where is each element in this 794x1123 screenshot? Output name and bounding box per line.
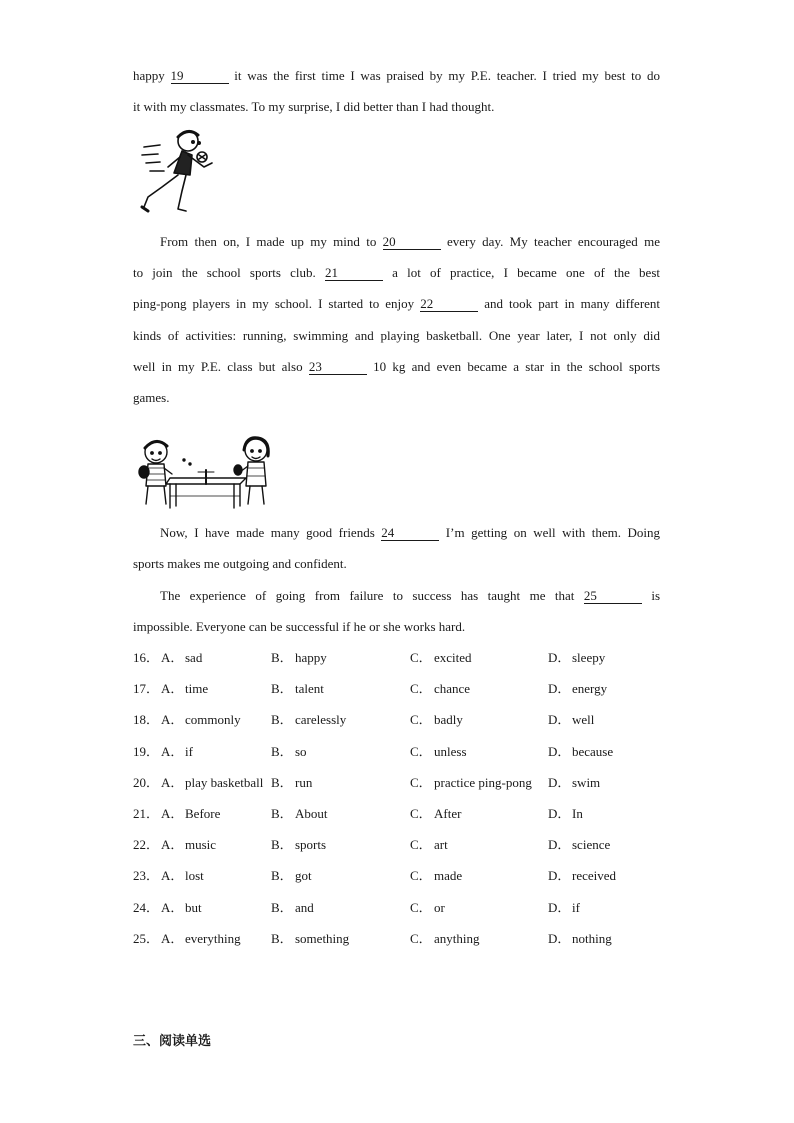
option-b[interactable]	[271, 775, 312, 791]
passage-text: it was the first time I was praised by my P.E. teacher. I tried my best to do	[234, 68, 661, 83]
option-text: lost	[185, 868, 204, 883]
option-a[interactable]	[161, 837, 216, 853]
option-letter: A．	[161, 650, 184, 665]
option-a[interactable]	[161, 744, 193, 760]
passage-text: and took part in many different	[484, 296, 661, 311]
option-a[interactable]	[161, 712, 241, 728]
option-text: energy	[572, 681, 608, 696]
option-letter: D．	[548, 681, 571, 696]
option-letter: B．	[271, 931, 293, 946]
question-row	[133, 775, 653, 791]
answer-blank-23: 23	[309, 360, 367, 375]
option-b[interactable]	[271, 806, 328, 822]
option-c[interactable]	[410, 650, 472, 666]
option-b[interactable]	[271, 650, 327, 666]
option-text: anything	[434, 931, 480, 946]
question-row	[133, 650, 653, 666]
option-c[interactable]	[410, 837, 448, 853]
passage-text: From then on, I made up my mind to	[160, 234, 377, 249]
option-letter: C．	[410, 775, 432, 790]
passage-text: every day. My teacher encouraged me	[446, 234, 661, 249]
option-text: and	[295, 900, 314, 915]
option-text: practice ping-pong	[434, 775, 532, 790]
option-b[interactable]	[271, 744, 307, 760]
passage-line: it with my classmates. To my surprise, I did better than I had thought.	[133, 99, 495, 114]
option-letter: B．	[271, 868, 293, 883]
option-b[interactable]	[271, 712, 346, 728]
option-c[interactable]	[410, 868, 462, 884]
option-letter: A．	[161, 931, 184, 946]
option-b[interactable]	[271, 900, 314, 916]
option-letter: D．	[548, 712, 571, 727]
option-letter: C．	[410, 806, 432, 821]
option-text: play basketball	[185, 775, 264, 790]
option-a[interactable]	[161, 650, 202, 666]
passage-line	[133, 359, 660, 375]
question-row	[133, 931, 653, 947]
option-text: or	[434, 900, 445, 915]
passage-text: is	[651, 588, 660, 603]
option-letter: B．	[271, 837, 293, 852]
option-text: made	[434, 868, 463, 883]
option-text: In	[572, 806, 583, 821]
option-letter: D．	[548, 837, 571, 852]
option-letter: C．	[410, 712, 432, 727]
option-letter: A．	[161, 681, 184, 696]
option-letter: C．	[410, 900, 432, 915]
option-a[interactable]	[161, 806, 220, 822]
option-text: because	[572, 744, 614, 759]
question-number: 18．	[133, 712, 160, 727]
option-letter: B．	[271, 681, 293, 696]
passage-line: sports makes me outgoing and confident.	[133, 556, 347, 571]
option-letter: B．	[271, 712, 293, 727]
option-text: so	[295, 744, 307, 759]
passage-text: I’m getting on well with them. Doing	[445, 525, 660, 540]
option-text: About	[295, 806, 328, 821]
option-b[interactable]	[271, 868, 312, 884]
option-c[interactable]	[410, 806, 461, 822]
option-a[interactable]	[161, 775, 263, 791]
passage-line	[133, 68, 660, 84]
option-b[interactable]	[271, 681, 324, 697]
option-letter: B．	[271, 806, 293, 821]
question-number: 23．	[133, 868, 160, 883]
option-text: sad	[185, 650, 203, 665]
option-text: sleepy	[572, 650, 606, 665]
passage-text: Now, I have made many good friends	[160, 525, 375, 540]
option-letter: A．	[161, 712, 184, 727]
option-text: got	[295, 868, 312, 883]
option-d[interactable]	[548, 931, 612, 947]
passage-text: well in my P.E. class but also	[133, 359, 303, 374]
option-text: nothing	[572, 931, 612, 946]
option-b[interactable]	[271, 837, 326, 853]
passage-line	[133, 588, 660, 604]
passage-line	[133, 265, 660, 281]
passage-line	[133, 234, 660, 250]
passage-text: ping-pong players in my school. I started to enjoy	[133, 296, 415, 311]
option-d[interactable]	[548, 681, 607, 697]
option-letter: A．	[161, 775, 184, 790]
running-boy-illustration	[138, 127, 222, 215]
question-number: 24．	[133, 900, 160, 915]
question-row	[133, 806, 653, 822]
answer-blank-24: 24	[381, 526, 439, 541]
passage-text: The experience of going from failure to success has taught me that	[160, 588, 575, 603]
option-letter: A．	[161, 900, 184, 915]
option-text: something	[295, 931, 350, 946]
option-letter: A．	[161, 744, 184, 759]
option-d[interactable]	[548, 868, 616, 884]
question-row	[133, 868, 653, 884]
option-a[interactable]	[161, 681, 208, 697]
option-text: everything	[185, 931, 241, 946]
option-text: if	[185, 744, 193, 759]
option-text: carelessly	[295, 712, 347, 727]
option-text: well	[572, 712, 595, 727]
option-c[interactable]	[410, 900, 445, 916]
option-b[interactable]	[271, 931, 349, 947]
option-text: happy	[295, 650, 327, 665]
option-a[interactable]	[161, 900, 202, 916]
option-a[interactable]	[161, 931, 241, 947]
option-text: swim	[572, 775, 601, 790]
passage-text: a lot of practice, I became one of the best	[392, 265, 660, 280]
answer-blank-20: 20	[383, 235, 441, 250]
passage-line: kinds of activities: running, swimming and playing basketball. One year later, I not only did	[133, 328, 660, 343]
question-row	[133, 837, 653, 853]
option-letter: B．	[271, 650, 293, 665]
option-d[interactable]	[548, 775, 600, 791]
option-d[interactable]	[548, 837, 610, 853]
answer-blank-19: 19	[171, 69, 229, 84]
passage-line	[133, 296, 660, 312]
answer-blank-21: 21	[325, 266, 383, 281]
option-letter: D．	[548, 931, 571, 946]
option-d[interactable]	[548, 650, 605, 666]
option-letter: D．	[548, 806, 571, 821]
passage-line: games.	[133, 390, 170, 405]
option-text: excited	[434, 650, 472, 665]
passage-line: impossible. Everyone can be successful if he or she works hard.	[133, 619, 466, 634]
option-text: unless	[434, 744, 467, 759]
option-text: chance	[434, 681, 471, 696]
option-letter: C．	[410, 931, 432, 946]
option-c[interactable]	[410, 931, 480, 947]
option-text: After	[434, 806, 462, 821]
option-text: if	[572, 900, 580, 915]
option-text: talent	[295, 681, 324, 696]
passage-text: to join the school sports club.	[133, 265, 316, 280]
section-heading: 三、阅读单选	[133, 1034, 212, 1049]
option-letter: B．	[271, 900, 293, 915]
option-letter: A．	[161, 868, 184, 883]
question-number: 20．	[133, 775, 160, 790]
option-c[interactable]	[410, 681, 470, 697]
question-row	[133, 681, 653, 697]
option-d[interactable]	[548, 806, 583, 822]
option-a[interactable]	[161, 868, 204, 884]
option-text: received	[572, 868, 617, 883]
option-letter: A．	[161, 806, 184, 821]
passage-text: happy	[133, 68, 165, 83]
option-text: sports	[295, 837, 327, 852]
option-c[interactable]	[410, 775, 532, 791]
option-letter: C．	[410, 837, 432, 852]
option-letter: D．	[548, 744, 571, 759]
option-letter: C．	[410, 868, 432, 883]
passage-line	[133, 525, 660, 541]
question-number: 16．	[133, 650, 160, 665]
option-c[interactable]	[410, 712, 463, 728]
option-letter: C．	[410, 681, 432, 696]
question-row	[133, 900, 653, 916]
option-text: music	[185, 837, 217, 852]
option-text: commonly	[185, 712, 241, 727]
option-d[interactable]	[548, 712, 594, 728]
question-number: 25．	[133, 931, 160, 946]
ping-pong-players-illustration	[136, 434, 276, 512]
option-letter: D．	[548, 868, 571, 883]
answer-blank-22: 22	[420, 297, 478, 312]
question-number: 22．	[133, 837, 160, 852]
option-letter: C．	[410, 650, 432, 665]
answer-blank-25: 25	[584, 589, 642, 604]
option-text: Before	[185, 806, 221, 821]
passage-text: 10 kg and even became a star in the school sports	[373, 359, 661, 374]
option-letter: C．	[410, 744, 432, 759]
option-text: but	[185, 900, 202, 915]
option-text: badly	[434, 712, 463, 727]
option-letter: D．	[548, 775, 571, 790]
option-text: run	[295, 775, 313, 790]
question-number: 19．	[133, 744, 160, 759]
option-letter: B．	[271, 744, 293, 759]
option-letter: B．	[271, 775, 293, 790]
option-d[interactable]	[548, 744, 613, 760]
option-text: time	[185, 681, 209, 696]
question-row	[133, 712, 653, 728]
option-letter: A．	[161, 837, 184, 852]
option-letter: D．	[548, 900, 571, 915]
option-c[interactable]	[410, 744, 467, 760]
option-letter: D．	[548, 650, 571, 665]
question-row	[133, 744, 653, 760]
question-number: 17．	[133, 681, 160, 696]
option-text: art	[434, 837, 448, 852]
option-d[interactable]	[548, 900, 580, 916]
question-number: 21．	[133, 806, 160, 821]
option-text: science	[572, 837, 611, 852]
